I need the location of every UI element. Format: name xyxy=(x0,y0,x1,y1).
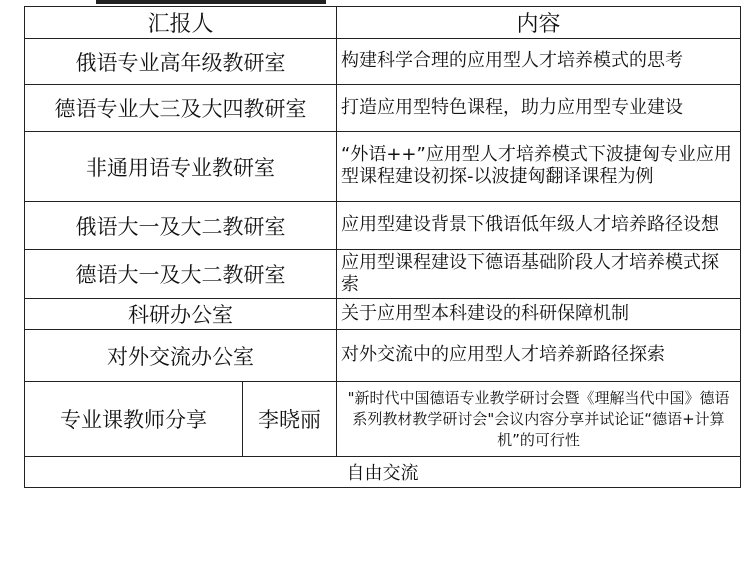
reporter-cell: 德语专业大三及大四教研室 xyxy=(25,85,337,132)
teacher-share-category: 专业课教师分享 xyxy=(25,382,243,457)
reporter-cell: 非通用语专业教研室 xyxy=(25,132,337,202)
content-cell: 应用型建设背景下俄语低年级人才培养路径设想 xyxy=(337,202,741,250)
reporter-cell: 俄语专业高年级教研室 xyxy=(25,39,337,85)
content-cell: 打造应用型特色课程，助力应用型专业建设 xyxy=(337,85,741,132)
table-row xyxy=(25,299,741,330)
free-discussion-row xyxy=(25,457,741,488)
table-header-row xyxy=(25,7,741,39)
teacher-share-row xyxy=(25,382,741,457)
reporter-cell: 对外交流办公室 xyxy=(25,330,337,382)
table-row xyxy=(25,330,741,382)
content-cell: 构建科学合理的应用型人才培养模式的思考 xyxy=(337,39,741,85)
content-cell: "新时代中国德语专业教学研讨会暨《理解当代中国》德语系列教材教学研讨会"会议内容分享并试论证“德语+计算机”的可行性 xyxy=(337,382,741,457)
content-cell: 应用型课程建设下德语基础阶段人才培养模式探索 xyxy=(337,250,741,299)
reporter-cell: 科研办公室 xyxy=(25,299,337,330)
table-row xyxy=(25,250,741,299)
table-row xyxy=(25,202,741,250)
content-header: 内容 xyxy=(337,7,741,39)
cropped-top-edge xyxy=(96,0,326,4)
content-cell: 对外交流中的应用型人才培养新路径探索 xyxy=(337,330,741,382)
table-row xyxy=(25,132,741,202)
reporter-header: 汇报人 xyxy=(25,7,337,39)
table-row xyxy=(25,85,741,132)
table-row xyxy=(25,39,741,85)
report-schedule-table xyxy=(24,6,741,488)
content-cell: “外语++”应用型人才培养模式下波捷匈专业应用型课程建设初探-以波捷匈翻译课程为例 xyxy=(337,132,741,202)
reporter-cell: 德语大一及大二教研室 xyxy=(25,250,337,299)
reporter-cell: 俄语大一及大二教研室 xyxy=(25,202,337,250)
content-cell: 关于应用型本科建设的科研保障机制 xyxy=(337,299,741,330)
free-discussion-cell: 自由交流 xyxy=(25,457,741,488)
teacher-name: 李晓丽 xyxy=(243,382,337,457)
